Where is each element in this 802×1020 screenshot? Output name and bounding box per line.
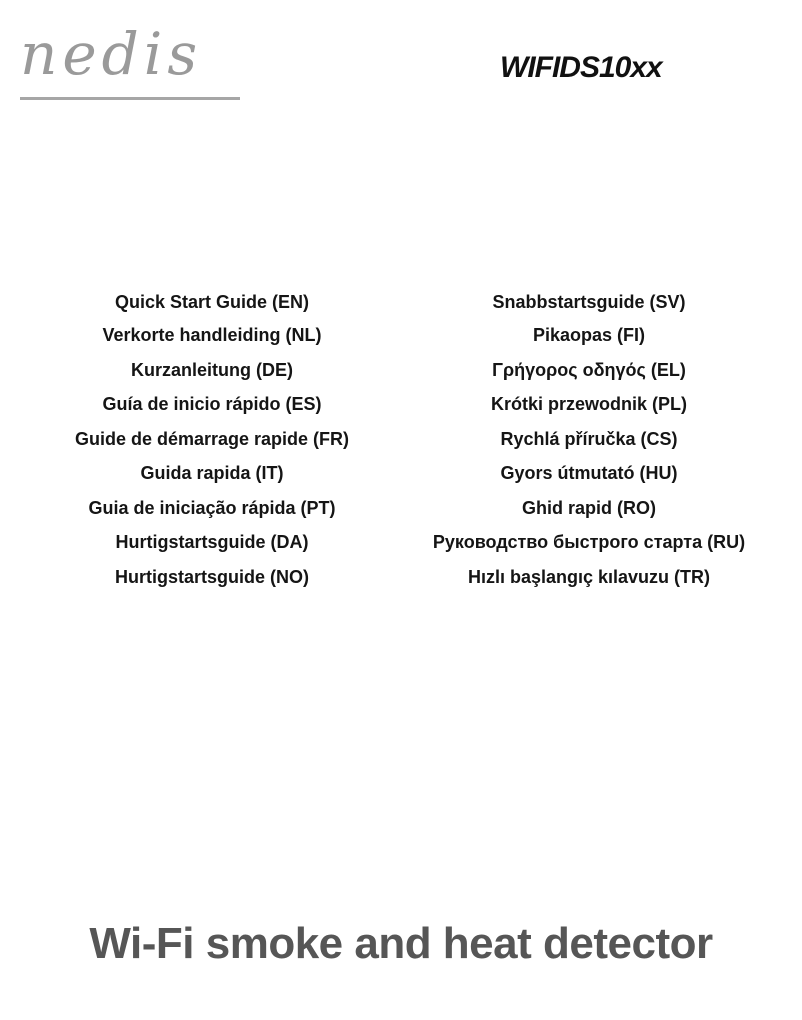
guide-title-ro: Ghid rapid (RO) <box>522 498 656 518</box>
guide-column-left <box>62 288 362 587</box>
guide-title-da: Hurtigstartsguide (DA) <box>115 532 309 552</box>
nedis-logo <box>18 20 242 104</box>
guide-title-es: Guía de inicio rápido (ES) <box>102 394 322 414</box>
guide-title-el: Γρήγορος οδηγός (EL) <box>492 360 686 380</box>
guide-title-fi: Pikaopas (FI) <box>532 325 646 345</box>
product-title: Wi-Fi smoke and heat detector <box>89 919 713 968</box>
guide-title-nl: Verkorte handleiding (NL) <box>102 325 322 345</box>
guide-title-fr: Guide de démarrage rapide (FR) <box>74 429 350 449</box>
guide-title-de: Kurzanleitung (DE) <box>131 360 293 380</box>
guide-title-pt: Guia de iniciação rápida (PT) <box>88 498 336 518</box>
logo-underline <box>20 97 240 100</box>
guide-column-right <box>420 288 758 587</box>
logo-wordmark: nedis <box>20 20 203 88</box>
guide-title-ru: Руководство быстрого старта (RU) <box>432 532 746 552</box>
guide-title-cs: Rychlá příručka (CS) <box>500 429 678 449</box>
guide-title-en: Quick Start Guide (EN) <box>114 292 310 312</box>
guide-title-hu: Gyors útmutató (HU) <box>500 463 678 483</box>
guide-title-it: Guida rapida (IT) <box>140 463 284 483</box>
guide-title-no: Hurtigstartsguide (NO) <box>114 567 309 587</box>
guide-title-pl: Krótki przewodnik (PL) <box>490 394 687 414</box>
guide-title-sv: Snabbstartsguide (SV) <box>492 292 686 312</box>
guide-title-tr: Hızlı başlangıç kılavuzu (TR) <box>467 567 711 587</box>
model-number: WIFIDS10xx <box>500 51 662 84</box>
